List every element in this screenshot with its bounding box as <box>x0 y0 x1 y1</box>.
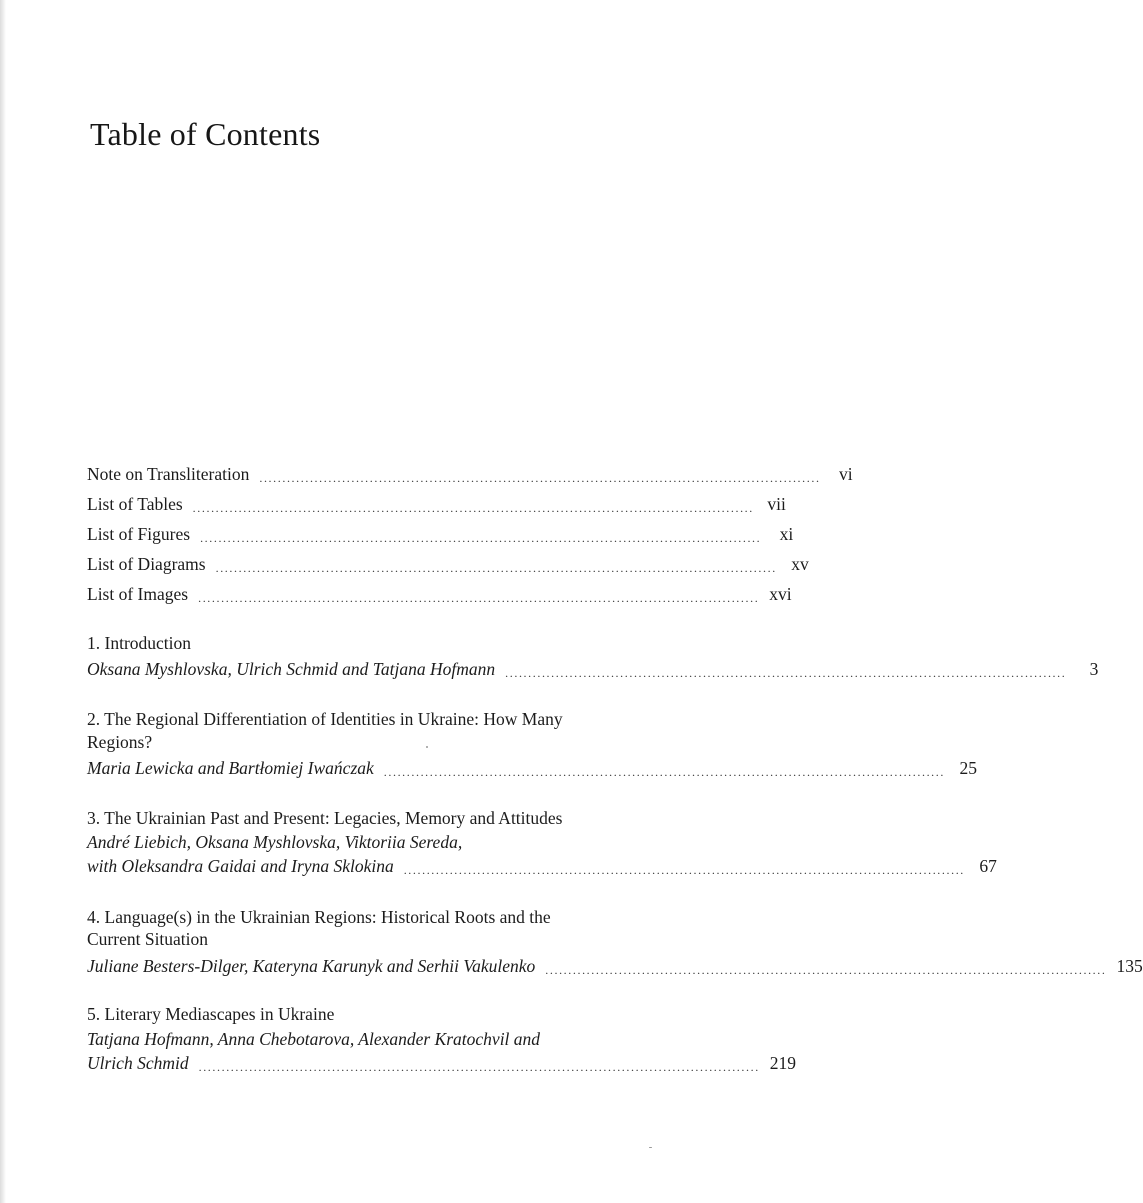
entry-page-number: xvi <box>769 584 792 604</box>
chapter-authors: Juliane Besters-Dilger, Kateryna Karunyk and Serhii Vakulenko <box>87 956 536 976</box>
chapter-page-number: 3 <box>1089 659 1099 679</box>
dot-leader: .......................................................................................................................... <box>215 561 777 575</box>
dot-leader: .......................................................................................................................... <box>200 531 762 545</box>
chapter-2-authors[interactable] <box>87 757 977 781</box>
toc-entry-transliteration[interactable] <box>87 463 853 487</box>
chapter-5-title[interactable]: 5. Literary Mediascapes in Ukraine <box>87 1004 335 1024</box>
dot-leader: .......................................................................................................................... <box>198 1060 760 1074</box>
chapter-page-number: 219 <box>769 1053 797 1073</box>
chapter-authors: Maria Lewicka and Bartłomiej Iwańczak <box>87 758 374 778</box>
dot-leader: .......................................................................................................................... <box>403 863 965 877</box>
chapter-4-title-line-1[interactable]: 4. Language(s) in the Ukrainian Regions: Historical Roots and the <box>87 907 551 927</box>
chapter-3-authors-line-1[interactable]: André Liebich, Oksana Myshlovska, Viktoriia Sereda, <box>87 832 463 852</box>
entry-label: List of Diagrams <box>87 554 206 574</box>
entry-label: List of Images <box>87 584 189 604</box>
chapter-5-authors-line-2[interactable] <box>87 1052 797 1076</box>
scan-edge-shadow <box>0 0 6 1203</box>
entry-label: List of Tables <box>87 494 183 514</box>
chapter-4-authors[interactable] <box>87 955 1143 979</box>
chapter-page-number: 67 <box>979 856 997 876</box>
toc-entry-list-of-diagrams[interactable] <box>87 553 809 577</box>
dot-leader: .......................................................................................................................... <box>192 501 754 515</box>
entry-label: Note on Transliteration <box>87 464 250 484</box>
chapter-4-title-line-2[interactable]: Current Situation <box>87 929 209 949</box>
chapter-3-title[interactable]: 3. The Ukrainian Past and Present: Legacies, Memory and Attitudes <box>87 808 563 828</box>
chapter-1-title[interactable]: 1. Introduction <box>87 633 192 653</box>
chapter-authors: with Oleksandra Gaidai and Iryna Sklokina <box>87 856 394 876</box>
toc-entry-list-of-figures[interactable] <box>87 523 794 547</box>
chapter-page-number: 25 <box>959 758 977 778</box>
chapter-2-title-line-1[interactable]: 2. The Regional Differentiation of Identities in Ukraine: How Many <box>87 709 563 729</box>
chapter-authors: Oksana Myshlovska, Ulrich Schmid and Tatjana Hofmann <box>87 659 496 679</box>
page-title: Table of Contents <box>90 116 321 152</box>
entry-page-number: xv <box>791 554 809 574</box>
toc-entry-list-of-tables[interactable] <box>87 493 786 517</box>
dot-leader: .......................................................................................................................... <box>259 471 821 485</box>
chapter-5-authors-line-1[interactable]: Tatjana Hofmann, Anna Chebotarova, Alexander Kratochvil and <box>87 1029 541 1049</box>
chapter-2-title-line-2[interactable]: Regions? <box>87 732 153 752</box>
chapter-page-number: 135 <box>1116 956 1143 976</box>
entry-page-number: vii <box>767 494 786 514</box>
dot-leader: .......................................................................................................................... <box>505 666 1067 680</box>
toc-entry-list-of-images[interactable] <box>87 583 792 607</box>
scan-speck <box>649 1147 652 1148</box>
entry-page-number: xi <box>779 524 794 544</box>
dot-leader: .......................................................................................................................... <box>383 765 945 779</box>
dot-leader: .......................................................................................................................... <box>198 591 760 605</box>
dot-leader: .......................................................................................................................... <box>545 963 1107 977</box>
chapter-1-authors[interactable] <box>87 658 1099 682</box>
scan-speck <box>426 746 428 748</box>
entry-label: List of Figures <box>87 524 191 544</box>
chapter-authors: Ulrich Schmid <box>87 1053 189 1073</box>
entry-page-number: vi <box>838 464 853 484</box>
chapter-3-authors-line-2[interactable] <box>87 855 997 879</box>
